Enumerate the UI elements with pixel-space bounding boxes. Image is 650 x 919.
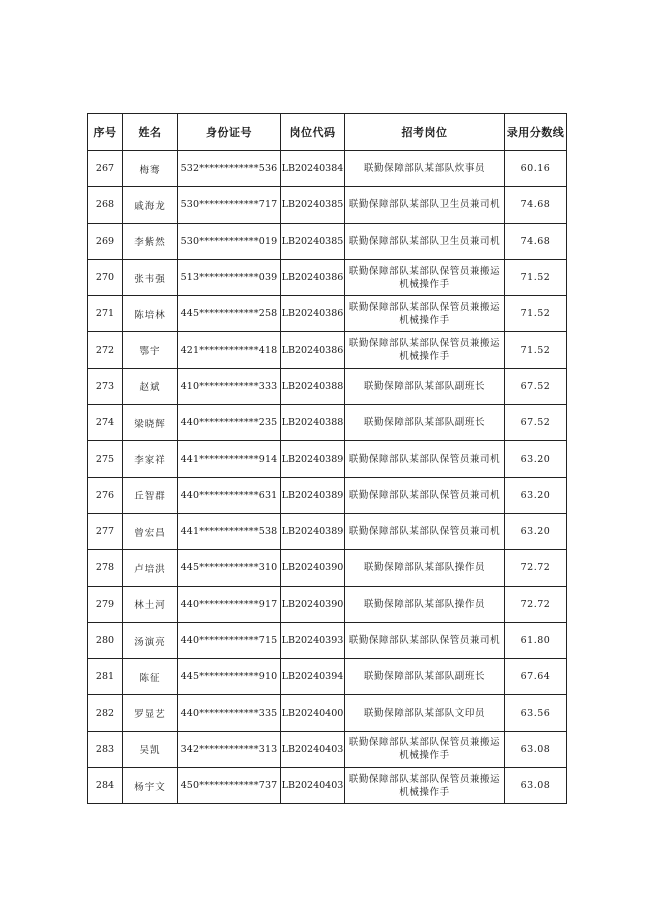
cell-name: 梁晓辉 bbox=[123, 405, 178, 441]
table-row bbox=[88, 259, 567, 295]
cell-id: 450************737 bbox=[178, 768, 281, 804]
table-row bbox=[88, 441, 567, 477]
cell-name: 丘智群 bbox=[123, 477, 178, 513]
cell-position: 联勤保障部队某部队副班长 bbox=[345, 368, 505, 404]
cell-position: 联勤保障部队某部队卫生员兼司机 bbox=[345, 187, 505, 223]
cell-code: LB20240390 bbox=[281, 586, 345, 622]
cell-name: 陈征 bbox=[123, 659, 178, 695]
cell-id: 530************717 bbox=[178, 187, 281, 223]
cell-position: 联勤保障部队某部队保管员兼司机 bbox=[345, 441, 505, 477]
cell-name: 汤演亮 bbox=[123, 622, 178, 658]
cell-position: 联勤保障部队某部队炊事员 bbox=[345, 151, 505, 187]
cell-seq: 278 bbox=[88, 550, 123, 586]
cell-position: 联勤保障部队某部队副班长 bbox=[345, 405, 505, 441]
cell-position: 联勤保障部队某部队副班长 bbox=[345, 659, 505, 695]
cell-seq: 282 bbox=[88, 695, 123, 731]
cell-code: LB20240393 bbox=[281, 622, 345, 658]
cell-score: 61.80 bbox=[505, 622, 567, 658]
cell-position: 联勤保障部队某部队保管员兼司机 bbox=[345, 513, 505, 549]
cell-name: 陈培林 bbox=[123, 296, 178, 332]
cell-code: LB20240403 bbox=[281, 768, 345, 804]
cell-name: 李紫然 bbox=[123, 223, 178, 259]
cell-code: LB20240389 bbox=[281, 477, 345, 513]
cell-name: 林土河 bbox=[123, 586, 178, 622]
cell-id: 532************536 bbox=[178, 151, 281, 187]
table-row bbox=[88, 550, 567, 586]
cell-seq: 284 bbox=[88, 768, 123, 804]
table-row bbox=[88, 296, 567, 332]
cell-id: 440************715 bbox=[178, 622, 281, 658]
admission-table bbox=[87, 113, 567, 804]
table-row bbox=[88, 659, 567, 695]
cell-name: 罗显艺 bbox=[123, 695, 178, 731]
cell-name: 曾宏昌 bbox=[123, 513, 178, 549]
cell-code: LB20240403 bbox=[281, 731, 345, 767]
cell-id: 530************019 bbox=[178, 223, 281, 259]
table-row bbox=[88, 405, 567, 441]
table-row bbox=[88, 477, 567, 513]
cell-score: 63.20 bbox=[505, 441, 567, 477]
cell-id: 410************333 bbox=[178, 368, 281, 404]
cell-score: 60.16 bbox=[505, 151, 567, 187]
cell-seq: 280 bbox=[88, 622, 123, 658]
cell-seq: 277 bbox=[88, 513, 123, 549]
cell-seq: 272 bbox=[88, 332, 123, 368]
cell-score: 67.52 bbox=[505, 405, 567, 441]
cell-score: 71.52 bbox=[505, 259, 567, 295]
cell-name: 杨宇文 bbox=[123, 768, 178, 804]
cell-code: LB20240394 bbox=[281, 659, 345, 695]
cell-code: LB20240385 bbox=[281, 187, 345, 223]
cell-name: 吴凯 bbox=[123, 731, 178, 767]
cell-code: LB20240386 bbox=[281, 332, 345, 368]
header-seq: 序号 bbox=[88, 114, 123, 151]
cell-code: LB20240389 bbox=[281, 441, 345, 477]
cell-position: 联勤保障部队某部队保管员兼搬运机械操作手 bbox=[345, 296, 505, 332]
cell-name: 戚海龙 bbox=[123, 187, 178, 223]
header-row bbox=[88, 114, 567, 151]
header-name: 姓名 bbox=[123, 114, 178, 151]
cell-seq: 268 bbox=[88, 187, 123, 223]
cell-id: 441************914 bbox=[178, 441, 281, 477]
cell-code: LB20240390 bbox=[281, 550, 345, 586]
table-row bbox=[88, 731, 567, 767]
cell-seq: 276 bbox=[88, 477, 123, 513]
cell-name: 李家祥 bbox=[123, 441, 178, 477]
table-row bbox=[88, 513, 567, 549]
table-row bbox=[88, 695, 567, 731]
table-row bbox=[88, 223, 567, 259]
cell-code: LB20240388 bbox=[281, 405, 345, 441]
table-row bbox=[88, 586, 567, 622]
cell-id: 440************631 bbox=[178, 477, 281, 513]
cell-seq: 281 bbox=[88, 659, 123, 695]
cell-position: 联勤保障部队某部队保管员兼搬运机械操作手 bbox=[345, 259, 505, 295]
cell-seq: 270 bbox=[88, 259, 123, 295]
cell-position: 联勤保障部队某部队保管员兼搬运机械操作手 bbox=[345, 768, 505, 804]
cell-score: 74.68 bbox=[505, 187, 567, 223]
cell-code: LB20240386 bbox=[281, 259, 345, 295]
table-row bbox=[88, 622, 567, 658]
cell-id: 445************910 bbox=[178, 659, 281, 695]
cell-score: 67.64 bbox=[505, 659, 567, 695]
cell-score: 63.08 bbox=[505, 731, 567, 767]
header-score: 录用分数线 bbox=[505, 114, 567, 151]
cell-name: 梅骞 bbox=[123, 151, 178, 187]
cell-position: 联勤保障部队某部队保管员兼搬运机械操作手 bbox=[345, 731, 505, 767]
cell-seq: 271 bbox=[88, 296, 123, 332]
cell-seq: 279 bbox=[88, 586, 123, 622]
cell-position: 联勤保障部队某部队保管员兼搬运机械操作手 bbox=[345, 332, 505, 368]
cell-id: 445************258 bbox=[178, 296, 281, 332]
cell-seq: 273 bbox=[88, 368, 123, 404]
cell-position: 联勤保障部队某部队操作员 bbox=[345, 550, 505, 586]
cell-seq: 267 bbox=[88, 151, 123, 187]
cell-score: 63.08 bbox=[505, 768, 567, 804]
cell-score: 74.68 bbox=[505, 223, 567, 259]
cell-name: 赵斌 bbox=[123, 368, 178, 404]
cell-code: LB20240400 bbox=[281, 695, 345, 731]
cell-code: LB20240385 bbox=[281, 223, 345, 259]
cell-code: LB20240389 bbox=[281, 513, 345, 549]
cell-position: 联勤保障部队某部队文印员 bbox=[345, 695, 505, 731]
cell-seq: 269 bbox=[88, 223, 123, 259]
header-position: 招考岗位 bbox=[345, 114, 505, 151]
cell-id: 441************538 bbox=[178, 513, 281, 549]
cell-id: 342************313 bbox=[178, 731, 281, 767]
cell-name: 卢培洪 bbox=[123, 550, 178, 586]
cell-score: 71.52 bbox=[505, 296, 567, 332]
table-row bbox=[88, 332, 567, 368]
cell-position: 联勤保障部队某部队保管员兼司机 bbox=[345, 622, 505, 658]
table-row bbox=[88, 151, 567, 187]
cell-code: LB20240384 bbox=[281, 151, 345, 187]
table-row bbox=[88, 368, 567, 404]
cell-score: 67.52 bbox=[505, 368, 567, 404]
cell-score: 63.20 bbox=[505, 477, 567, 513]
cell-id: 421************418 bbox=[178, 332, 281, 368]
cell-position: 联勤保障部队某部队保管员兼司机 bbox=[345, 477, 505, 513]
cell-seq: 283 bbox=[88, 731, 123, 767]
cell-id: 445************310 bbox=[178, 550, 281, 586]
cell-name: 张韦强 bbox=[123, 259, 178, 295]
cell-seq: 274 bbox=[88, 405, 123, 441]
cell-position: 联勤保障部队某部队卫生员兼司机 bbox=[345, 223, 505, 259]
table-row bbox=[88, 187, 567, 223]
cell-code: LB20240388 bbox=[281, 368, 345, 404]
cell-score: 72.72 bbox=[505, 586, 567, 622]
cell-id: 513************039 bbox=[178, 259, 281, 295]
cell-id: 440************235 bbox=[178, 405, 281, 441]
cell-name: 鄂宇 bbox=[123, 332, 178, 368]
cell-position: 联勤保障部队某部队操作员 bbox=[345, 586, 505, 622]
cell-code: LB20240386 bbox=[281, 296, 345, 332]
cell-score: 72.72 bbox=[505, 550, 567, 586]
cell-id: 440************917 bbox=[178, 586, 281, 622]
cell-seq: 275 bbox=[88, 441, 123, 477]
cell-score: 71.52 bbox=[505, 332, 567, 368]
table-row bbox=[88, 768, 567, 804]
header-code: 岗位代码 bbox=[281, 114, 345, 151]
cell-score: 63.20 bbox=[505, 513, 567, 549]
cell-score: 63.56 bbox=[505, 695, 567, 731]
header-id: 身份证号 bbox=[178, 114, 281, 151]
cell-id: 440************335 bbox=[178, 695, 281, 731]
